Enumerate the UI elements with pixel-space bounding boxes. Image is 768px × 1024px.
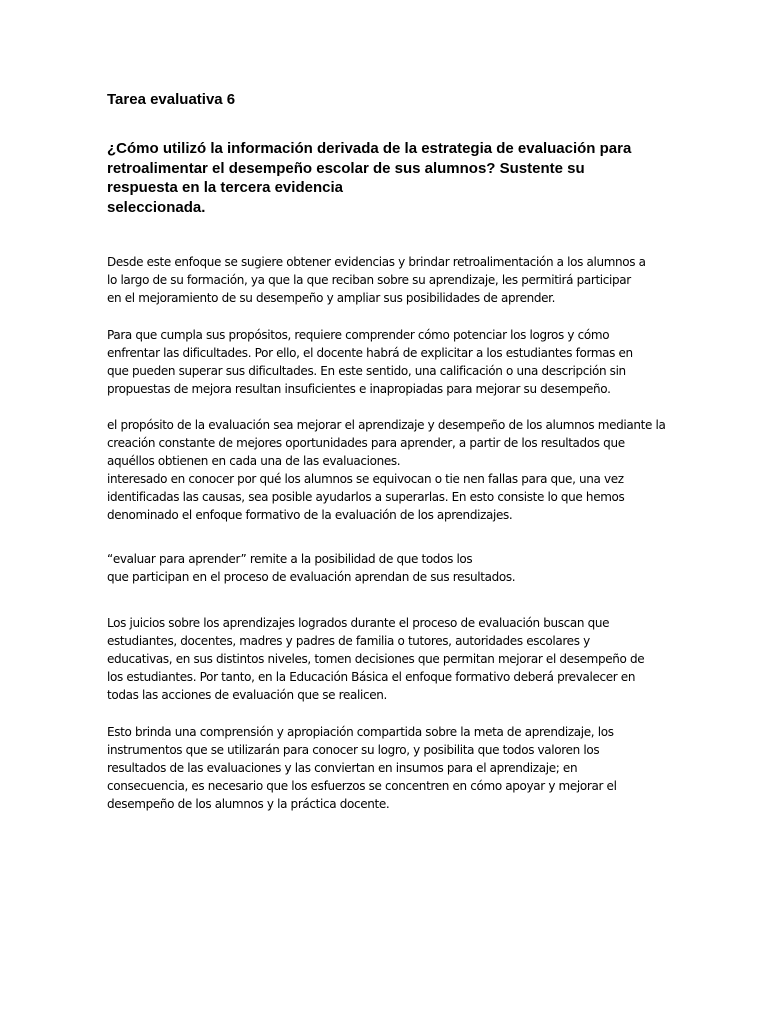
paragraph-line: identificadas las causas, sea posible ayudarlos a superarlas. En esto consiste lo que hemos xyxy=(107,489,625,504)
paragraph-line: “evaluar para aprender” remite a la posibilidad de que todos los xyxy=(107,552,473,566)
paragraph-1 xyxy=(107,254,646,308)
paragraph-line: todas las acciones de evaluación que se realicen. xyxy=(107,687,387,702)
paragraph-3 xyxy=(107,417,665,524)
paragraph-line: instrumentos que se utilizarán para conocer su logro, y posibilita que todos valoren los xyxy=(107,742,600,757)
paragraph-line: consecuencia, es necesario que los esfuerzos se concentren en cómo apoyar y mejorar el xyxy=(107,778,617,793)
paragraph-line: Esto brinda una comprensión y apropiación compartida sobre la meta de aprendizaje, los xyxy=(107,725,614,739)
document-title: Tarea evaluativa 6 xyxy=(107,91,236,108)
paragraph-line: en el mejoramiento de su desempeño y ampliar sus posibilidades de aprender. xyxy=(107,290,556,305)
question-line: respuesta en la tercera evidencia xyxy=(107,179,343,196)
paragraph-line: creación constante de mejores oportunidades para aprender, a partir de los resultados que xyxy=(107,435,625,450)
paragraph-5 xyxy=(107,615,644,705)
paragraph-line: interesado en conocer por qué los alumnos se equivocan o tie nen fallas para que, una vez xyxy=(107,471,624,486)
paragraph-line: Para que cumpla sus propósitos, requiere comprender cómo potenciar los logros y cómo xyxy=(107,328,610,342)
paragraph-line: educativas, en sus distintos niveles, tomen decisiones que permitan mejorar el desempeño de xyxy=(107,651,645,666)
paragraph-line: el propósito de la evaluación sea mejorar el aprendizaje y desempeño de los alumnos mediante la xyxy=(107,418,666,432)
paragraph-line: denominado el enfoque formativo de la evaluación de los aprendizajes. xyxy=(107,507,513,522)
paragraph-line: aquéllos obtienen en cada una de las evaluaciones. xyxy=(107,453,401,468)
paragraph-line: propuestas de mejora resultan insuficientes e inapropiadas para mejorar su desempeño. xyxy=(107,381,611,396)
question-heading xyxy=(107,139,667,217)
paragraph-line: enfrentar las dificultades. Por ello, el docente habrá de explicitar a los estudiantes formas en xyxy=(107,345,633,360)
paragraph-2 xyxy=(107,327,633,399)
paragraph-line: desempeño de los alumnos y la práctica docente. xyxy=(107,796,390,811)
paragraph-line: que participan en el proceso de evaluación aprendan de sus resultados. xyxy=(107,569,516,584)
paragraph-line: Los juicios sobre los aprendizajes logrados durante el proceso de evaluación buscan que xyxy=(107,616,610,630)
paragraph-line: estudiantes, docentes, madres y padres de familia o tutores, autoridades escolares y xyxy=(107,633,590,648)
question-line: ¿Cómo utilizó la información derivada de la estrategia de evaluación para xyxy=(107,140,632,157)
question-line: seleccionada. xyxy=(107,198,206,216)
paragraph-4 xyxy=(107,551,515,587)
paragraph-line: que pueden superar sus dificultades. En este sentido, una calificación o una descripción sin xyxy=(107,363,626,378)
paragraph-line: Desde este enfoque se sugiere obtener evidencias y brindar retroalimentación a los alumnos a xyxy=(107,255,646,269)
question-line: retroalimentar el desempeño escolar de sus alumnos? Sustente su xyxy=(107,159,585,177)
paragraph-line: los estudiantes. Por tanto, en la Educación Básica el enfoque formativo deberá prevalecer en xyxy=(107,669,636,684)
paragraph-line: lo largo de su formación, ya que la que reciban sobre su aprendizaje, les permitirá participar xyxy=(107,272,631,287)
paragraph-line: resultados de las evaluaciones y las conviertan en insumos para el aprendizaje; en xyxy=(107,760,578,775)
paragraph-6 xyxy=(107,724,617,814)
